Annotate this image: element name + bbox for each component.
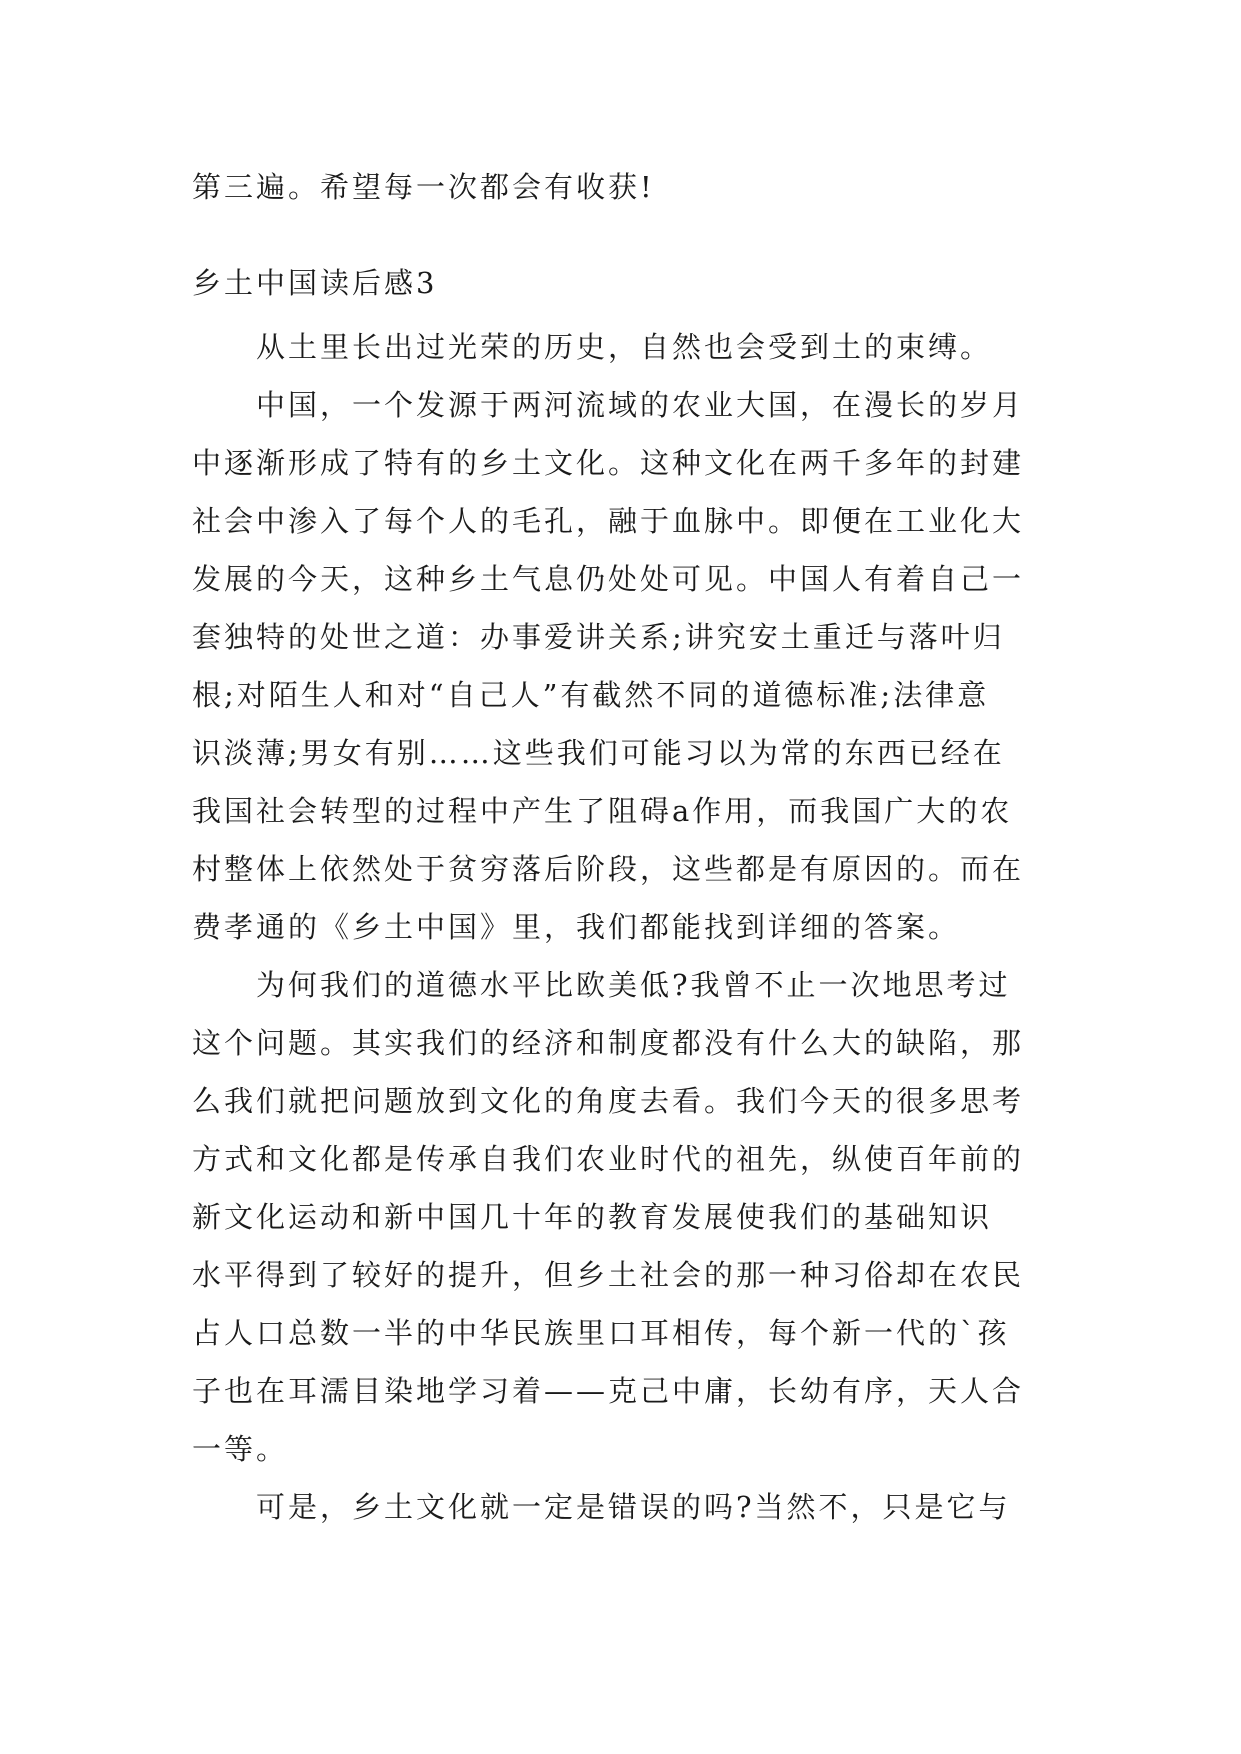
heading-text: 乡土中国读后感3 bbox=[192, 266, 438, 300]
text-line: 可是，乡土文化就一定是错误的吗?当然不，只是它与 bbox=[256, 1490, 1011, 1524]
text-line: 社会中渗入了每个人的毛孔，融于血脉中。即便在工业化大 bbox=[192, 504, 1025, 538]
text-line: 中逐渐形成了特有的乡土文化。这种文化在两千多年的封建 bbox=[192, 446, 1025, 480]
text-line: 水平得到了较好的提升，但乡土社会的那一种习俗却在农民 bbox=[192, 1258, 1025, 1292]
text-line: 村整体上依然处于贫穷落后阶段，这些都是有原因的。而在 bbox=[192, 852, 1025, 886]
text-line: 这个问题。其实我们的经济和制度都没有什么大的缺陷，那 bbox=[192, 1026, 1025, 1060]
text-line: 方式和文化都是传承自我们农业时代的祖先，纵使百年前的 bbox=[192, 1142, 1025, 1176]
text-line: 新文化运动和新中国几十年的教育发展使我们的基础知识 bbox=[192, 1200, 993, 1234]
text-line: 为何我们的道德水平比欧美低?我曾不止一次地思考过 bbox=[256, 968, 1011, 1002]
text-line: 子也在耳濡目染地学习着——克己中庸，长幼有序，天人合 bbox=[192, 1374, 1025, 1408]
text-line: 第三遍。希望每一次都会有收获! bbox=[192, 170, 655, 204]
text-line: 发展的今天，这种乡土气息仍处处可见。中国人有着自己一 bbox=[192, 562, 1025, 596]
text-line: 识淡薄;男女有别……这些我们可能习以为常的东西已经在 bbox=[192, 736, 1005, 770]
body-text bbox=[192, 318, 1054, 1536]
carry-over-line bbox=[192, 158, 1054, 216]
text-line: 占人口总数一半的中华民族里口耳相传，每个新一代的`孩 bbox=[192, 1316, 1010, 1350]
text-line: 么我们就把问题放到文化的角度去看。我们今天的很多思考 bbox=[192, 1084, 1025, 1118]
text-line: 从土里长出过光荣的历史，自然也会受到土的束缚。 bbox=[256, 330, 993, 364]
text-line: 套独特的处世之道：办事爱讲关系;讲究安土重迁与落叶归 bbox=[192, 620, 1005, 654]
text-line: 中国，一个发源于两河流域的农业大国，在漫长的岁月 bbox=[256, 388, 1025, 422]
text-line: 费孝通的《乡土中国》里，我们都能找到详细的答案。 bbox=[192, 910, 961, 944]
section-heading bbox=[192, 254, 1054, 312]
text-line: 一等。 bbox=[192, 1432, 289, 1466]
text-line: 根;对陌生人和对“自己人”有截然不同的道德标准;法律意 bbox=[192, 678, 990, 712]
text-line: 我国社会转型的过程中产生了阻碍a作用，而我国广大的农 bbox=[192, 794, 1013, 828]
